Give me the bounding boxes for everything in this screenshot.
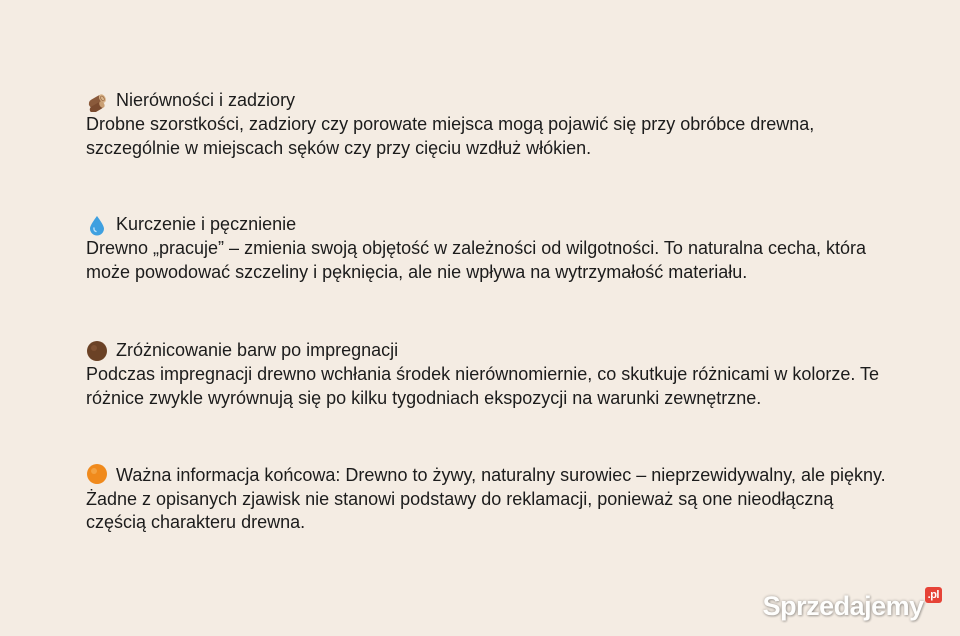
section-body: Drewno „pracuje” – zmienia swoją objętość w zależności od wilgotności. To naturalna cecha, która może powodować szczeliny i pęknięcia, ale nie wpływa na wytrzymałość materiału. — [86, 238, 867, 282]
section-title: Zróżnicowanie barw po impregnacji — [116, 340, 399, 361]
orange-circle-icon — [86, 463, 108, 485]
final-note-text: Ważna informacja końcowa: Drewno to żywy, naturalny surowiec – nieprzewidywalny, ale piękny. Żadne z opisanych zjawisk nie stanowi podstawy do reklamacji, ponieważ są one nieodłączną częścią charakteru drewna. — [86, 465, 886, 532]
section-color-variation — [86, 339, 886, 410]
water-drop-icon — [86, 214, 108, 236]
section-heading — [86, 213, 886, 237]
section-title: Nierówności i zadziory — [116, 90, 296, 111]
brown-circle-icon — [86, 340, 108, 362]
section-shrinking — [86, 213, 886, 284]
section-heading — [86, 89, 886, 113]
sprzedajemy-watermark — [763, 591, 942, 622]
section-body: Drobne szorstkości, zadziory czy porowate miejsca mogą pojawić się przy obróbce drewna, szczególnie w miejscach sęków czy przy cięciu wzdłuż włókien. — [86, 114, 815, 158]
section-roughness — [86, 89, 886, 160]
section-final-note — [86, 463, 886, 535]
wood-log-icon — [86, 90, 108, 112]
section-title: Kurczenie i pęcznienie — [116, 214, 297, 235]
section-body: Podczas impregnacji drewno wchłania środek nierównomiernie, co skutkuje różnicami w kolorze. Te różnice zwykle wyrównują się po kilku tygodniach ekspozycji na warunki zewnętrzne. — [86, 364, 880, 408]
watermark-badge: .pl — [925, 587, 942, 603]
watermark-text: Sprzedajemy — [762, 591, 924, 621]
section-heading — [86, 339, 886, 363]
